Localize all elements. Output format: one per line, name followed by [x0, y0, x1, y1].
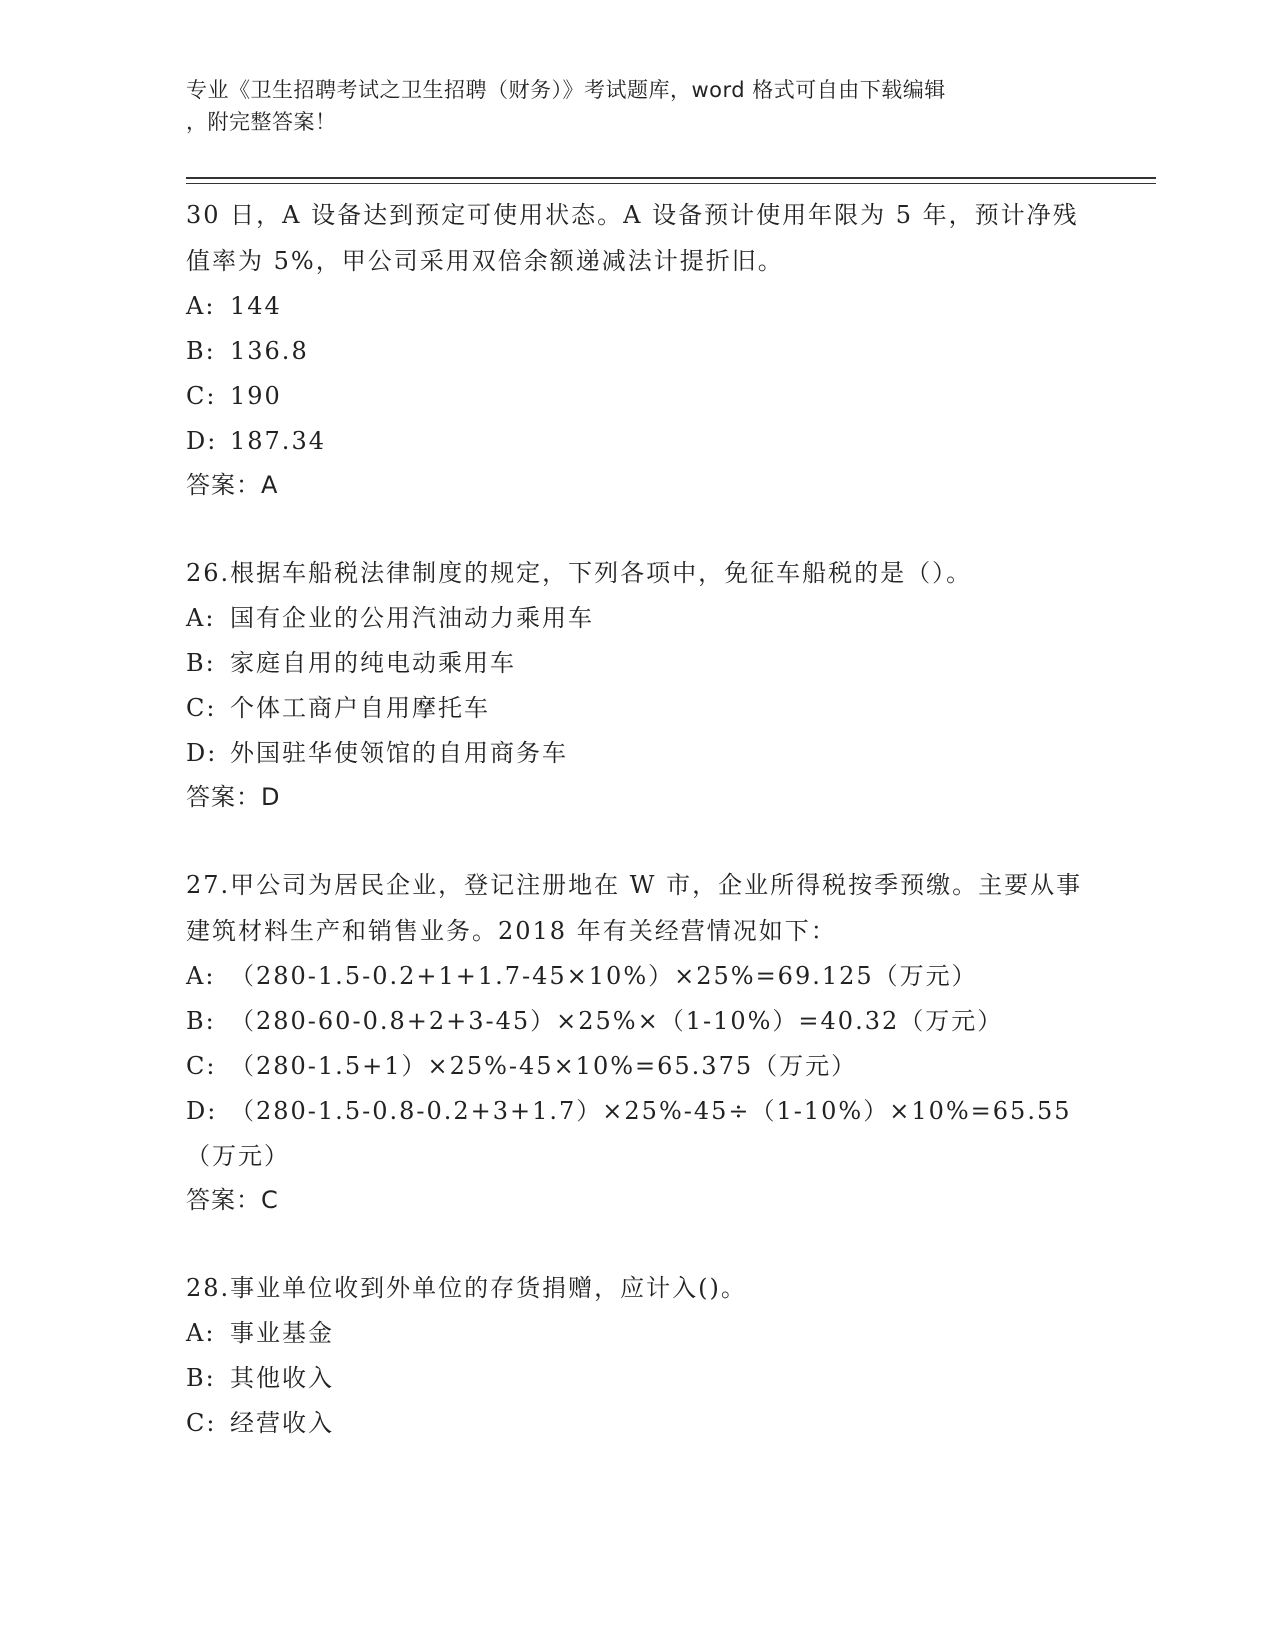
option-text: 经营收入 [230, 1409, 334, 1437]
option-label: B: [186, 337, 216, 365]
option-label: C: [186, 1052, 217, 1080]
option-text: 190 [230, 382, 282, 410]
option-c [186, 686, 1086, 731]
option-text: 事业基金 [230, 1319, 334, 1347]
option-b [186, 999, 1086, 1044]
option-c [186, 1401, 1086, 1446]
option-b [186, 1356, 1086, 1401]
question-list [186, 192, 1086, 1490]
option-c [186, 374, 1086, 419]
option-text: 其他收入 [230, 1364, 334, 1392]
option-label: B: [186, 1007, 216, 1035]
option-d [186, 731, 1086, 776]
option-text: （280-1.5-0.2+1+1.7-45×10%）×25%=69.125（万元） [230, 962, 978, 990]
option-text: 家庭自用的纯电动乘用车 [230, 649, 516, 677]
option-a [186, 954, 1086, 999]
document-header [186, 74, 1066, 138]
option-label: D: [186, 1097, 218, 1125]
option-label: A: [186, 292, 216, 320]
answer-text: 答案：C [186, 1186, 279, 1214]
question-stem: 30 日，A 设备达到预定可使用状态。A 设备预计使用年限为 5 年，预计净残值率为 5%，甲公司采用双倍余额递减法计提折旧。 [186, 201, 1079, 275]
option-b [186, 641, 1086, 686]
option-label: C: [186, 1409, 217, 1437]
option-label: A: [186, 604, 216, 632]
header-line-1: 专业《卫生招聘考试之卫生招聘（财务）》考试题库，word 格式可自由下载编辑 [186, 78, 946, 102]
option-text: （280-60-0.8+2+3-45）×25%×（1-10%）=40.32（万元） [230, 1007, 1004, 1035]
option-text: （280-1.5-0.8-0.2+3+1.7）×25%-45÷（1-10%）×10%=65.55（万元） [186, 1097, 1072, 1170]
option-text: 外国驻华使领馆的自用商务车 [230, 739, 568, 767]
option-text: （280-1.5+1）×25%-45×10%=65.375（万元） [230, 1052, 858, 1080]
option-text: 187.34 [230, 427, 326, 455]
header-divider-thin [186, 183, 1156, 184]
option-label: B: [186, 1364, 216, 1392]
header-line-2: ，附完整答案！ [186, 110, 337, 134]
option-label: A: [186, 1319, 216, 1347]
option-label: D: [186, 427, 218, 455]
question-stem: 28.事业单位收到外单位的存货捐赠，应计入()。 [186, 1274, 747, 1302]
option-label: B: [186, 649, 216, 677]
question-block [186, 550, 1086, 818]
header-divider-thick [186, 177, 1156, 179]
option-d [186, 1089, 1086, 1179]
option-text: 个体工商户自用摩托车 [230, 694, 490, 722]
option-label: D: [186, 739, 218, 767]
option-c [186, 1044, 1086, 1089]
question-stem: 27.甲公司为居民企业，登记注册地在 W 市，企业所得税按季预缴。主要从事建筑材料生产和销售业务。2018 年有关经营情况如下： [186, 871, 1083, 945]
answer-text: 答案：A [186, 471, 279, 499]
question-block [186, 192, 1086, 506]
option-label: C: [186, 694, 217, 722]
question-stem: 26.根据车船税法律制度的规定，下列各项中，免征车船税的是（）。 [186, 559, 973, 587]
option-text: 136.8 [230, 337, 309, 365]
option-label: C: [186, 382, 217, 410]
option-text: 144 [230, 292, 282, 320]
answer-text: 答案：D [186, 783, 281, 811]
option-label: A: [186, 962, 216, 990]
question-block [186, 862, 1086, 1221]
option-a [186, 284, 1086, 329]
option-d [186, 419, 1086, 464]
option-a [186, 596, 1086, 641]
option-b [186, 329, 1086, 374]
question-block [186, 1265, 1086, 1446]
option-text: 国有企业的公用汽油动力乘用车 [230, 604, 594, 632]
option-a [186, 1311, 1086, 1356]
